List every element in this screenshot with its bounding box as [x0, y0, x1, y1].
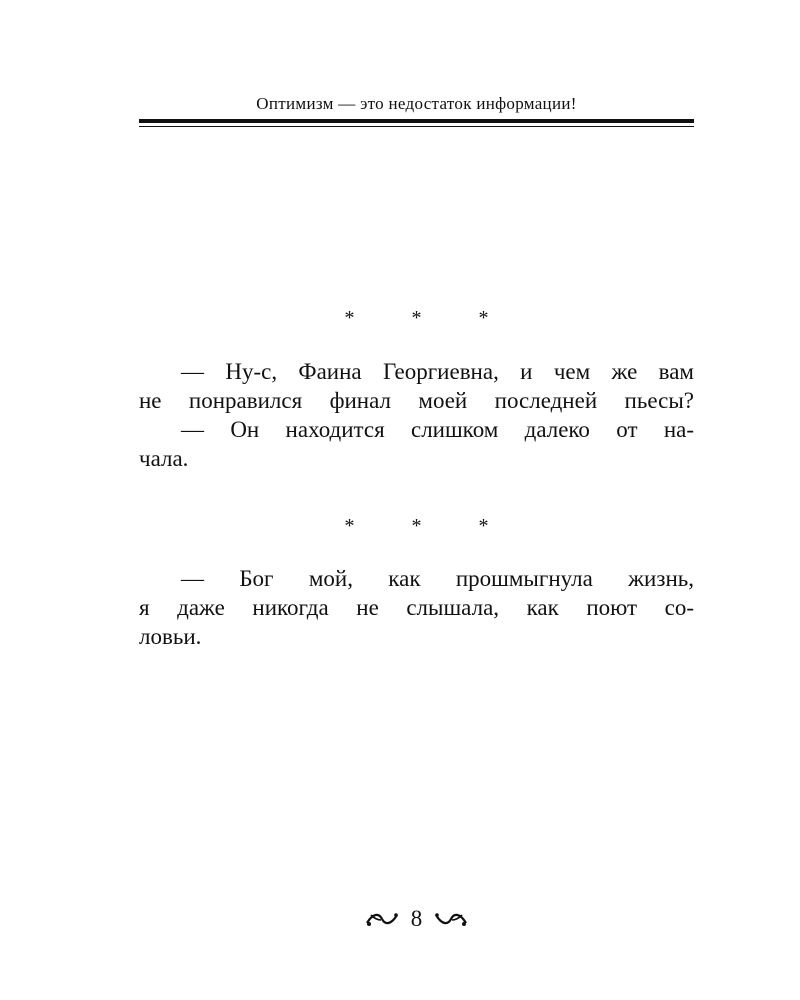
- passage-line: — Бог мой, как прошмыгнула жизнь,: [181, 566, 694, 591]
- running-head: Оптимизм — это недостаток информации!: [256, 94, 577, 113]
- dialogue-passage: [139, 357, 694, 473]
- passage-line: я даже никогда не слышала, как поют со-: [139, 595, 694, 620]
- passage-line: — Он находится слишком далеко от на-: [181, 417, 694, 442]
- dialogue-passage: [139, 564, 694, 651]
- passage-line: чала.: [139, 446, 189, 471]
- header-rule-thin: [139, 126, 694, 127]
- fleuron-left-icon: [365, 911, 399, 927]
- header-rule-thick: [139, 119, 694, 123]
- passage-line: — Ну-с, Фаина Георгиевна, и чем же вам: [181, 359, 694, 384]
- page-footer: [139, 902, 694, 934]
- section-separator: * * *: [344, 307, 515, 329]
- section-separator: * * *: [344, 515, 515, 537]
- passage-line: не понравился финал моей последней пьесы?: [139, 388, 694, 413]
- fleuron-right-icon: [434, 911, 468, 927]
- page-number: 8: [410, 905, 423, 931]
- passage-line: ловьи.: [139, 624, 202, 649]
